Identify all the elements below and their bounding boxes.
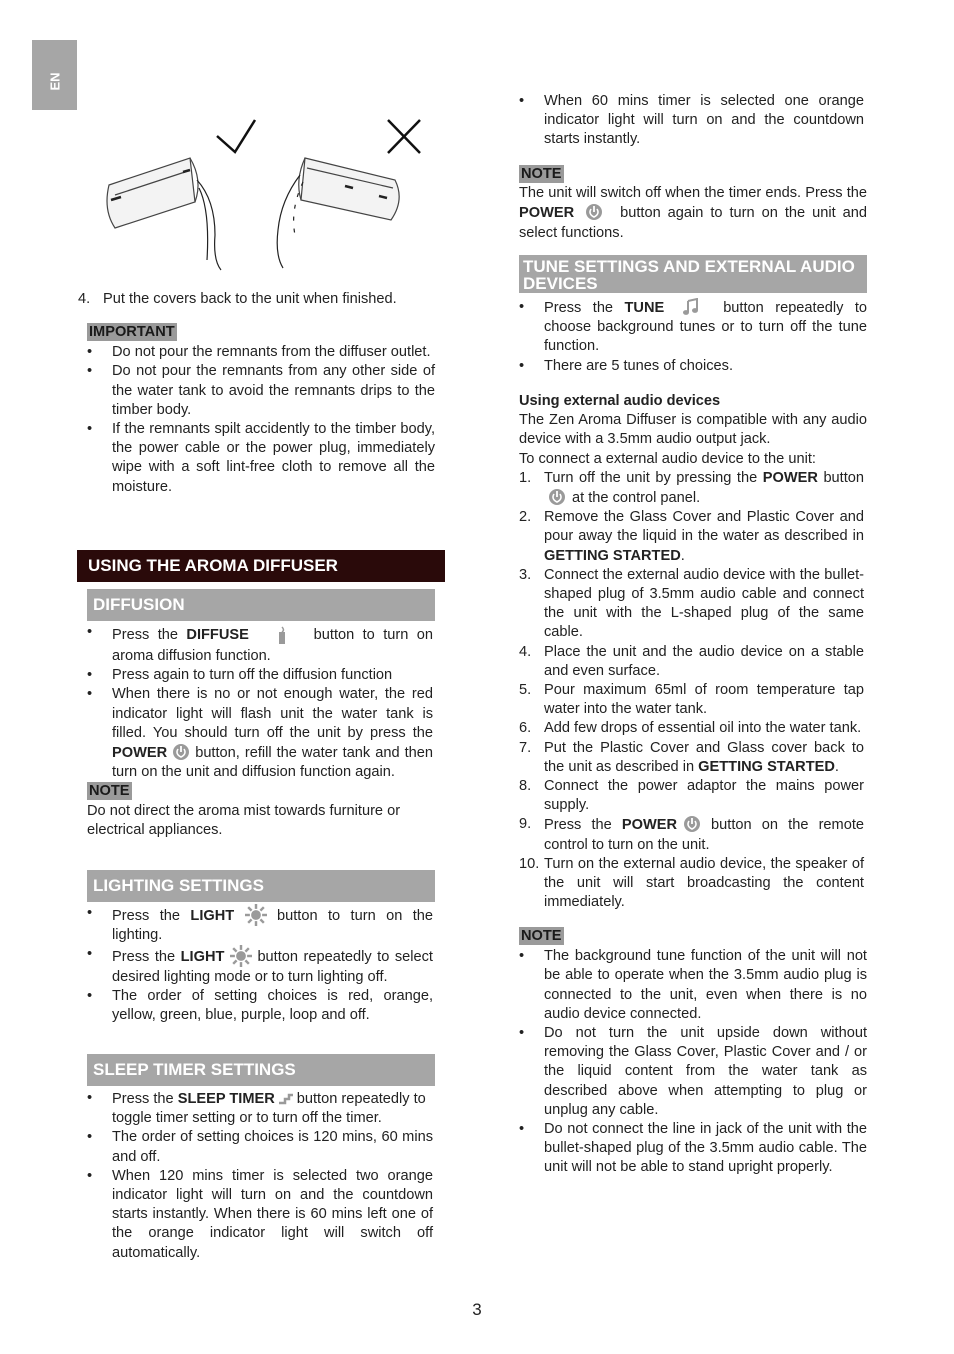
list-item: • Do not turn the unit upside down without removing the Glass Cover, Plastic Cover and / or the liquid content from the water tank as described above when attempting to plug or unplug any cable.	[519, 1024, 867, 1120]
list-item: • Do not pour the remnants from the diffuser outlet.	[87, 343, 435, 362]
external-audio-steps	[519, 469, 864, 913]
list-item: 7. Put the Plastic Cover and Glass cover back to the unit as described in GETTING STARTED.	[519, 739, 864, 775]
power-icon	[683, 815, 701, 833]
list-item: 3. Connect the external audio device with the bullet-shaped plug of 3.5mm audio cable and connect the unit with the L-shaped plug of the same cable.	[519, 566, 864, 641]
diffusion-banner: DIFFUSION	[87, 589, 435, 621]
note-audio-list	[519, 947, 867, 1177]
list-item: • The order of setting choices is 120 mins, 60 mins and off.	[87, 1128, 433, 1166]
step-text: Put the covers back to the unit when finished.	[103, 291, 397, 307]
light-icon	[245, 904, 267, 926]
important-tag: IMPORTANT	[89, 324, 175, 340]
sleep-timer-list	[87, 1089, 433, 1263]
external-audio-heading: Using external audio devices	[519, 393, 721, 409]
power-icon	[548, 488, 566, 506]
list-item: • Press the DIFFUSE button to turn on aroma diffusion function.	[87, 623, 433, 666]
lighting-list	[87, 904, 433, 1025]
diffuser-wrong-icon	[277, 158, 399, 268]
list-item: • Press the SLEEP TIMER button repeatedly to toggle timer setting or to turn off the timer.	[87, 1089, 433, 1128]
external-audio-intro: The Zen Aroma Diffuser is compatible with any audio device with a 3.5mm audio output jack.	[519, 412, 867, 448]
tune-list	[519, 298, 867, 376]
note-tag: NOTE	[521, 166, 562, 182]
list-item: • If the remnants spilt accidently to the timber body, the power cable or the power plug, immediately wipe with a soft lint-free cloth to remove all the moisture.	[87, 420, 435, 497]
lighting-block	[87, 904, 433, 1025]
power-icon	[172, 743, 190, 761]
diffuser-correct-icon	[107, 158, 221, 270]
note-audio-block	[519, 927, 867, 1178]
list-item: 1. Turn off the unit by pressing the POWER buttonat the control panel.	[519, 469, 865, 507]
timer-continued-block	[519, 92, 864, 150]
tune-banner	[519, 255, 867, 293]
music-note-icon	[682, 298, 700, 316]
external-audio-instruction: To connect a external audio device to the unit:	[519, 450, 816, 467]
note-tag: NOTE	[89, 783, 130, 800]
list-item: 9. Press the POWER button on the remote control to turn on the unit.	[519, 816, 864, 853]
tune-title: TUNE SETTINGS AND EXTERNAL AUDIO DEVICES	[523, 257, 855, 293]
sleep-timer-banner: SLEEP TIMER SETTINGS	[87, 1054, 435, 1086]
list-item: • The background tune function of the unit will not be able to operate when the 3.5mm audio plug is connected to the unit, even when there is no audio device connected.	[519, 947, 867, 1024]
tune-block	[519, 298, 867, 376]
external-audio-block	[519, 392, 867, 912]
language-tab-label: EN	[47, 72, 63, 91]
list-item: • There are 5 tunes of choices.	[519, 357, 867, 376]
sleep-timer-block	[87, 1089, 433, 1263]
power-icon	[585, 203, 603, 221]
note-timer-block	[519, 165, 867, 243]
list-item: 4. Place the unit and the audio device on a stable and even surface.	[519, 643, 864, 679]
list-item: • Press the LIGHT button to turn on the lighting.	[87, 904, 433, 945]
list-item: 10. Turn on the external audio device, the speaker of the unit will start broadcasting the content immediately.	[519, 855, 864, 911]
note-text: Do not direct the aroma mist towards furniture or electrical appliances.	[87, 802, 401, 838]
list-item: • Do not pour the remnants from any other side of the water tank to avoid the remnants drips to the timber body.	[87, 362, 435, 420]
step-number: 4.	[78, 291, 91, 307]
list-item: 2. Remove the Glass Cover and Plastic Cover and pour away the liquid in the water as described in GETTING STARTED.	[519, 509, 864, 564]
important-block	[87, 323, 435, 497]
list-item: • When 60 mins timer is selected one orange indicator light will turn on and the countdown starts instantly.	[519, 92, 864, 150]
timer-list	[519, 92, 864, 150]
diffusion-block	[87, 623, 433, 840]
list-item: 8. Connect the power adaptor the mains power supply.	[519, 778, 864, 814]
list-item: • Press again to turn off the diffusion function	[87, 666, 433, 685]
list-item: • The order of setting choices is red, orange, yellow, green, blue, purple, loop and off.	[87, 987, 433, 1025]
important-list	[87, 343, 435, 497]
list-item: • When there is no or not enough water, the red indicator light will flash unit the water tank is filled. You should turn off the unit by press the POWER button, refill the water tank and then turn on the unit and diffusion function again.	[87, 685, 433, 782]
left-column	[78, 290, 438, 309]
sleep-timer-icon	[275, 1089, 297, 1107]
emptying-illustration	[95, 110, 435, 275]
list-item: • Press the TUNE button repeatedly to choose background tunes or to turn off the tune function.	[519, 298, 867, 357]
list-item: • When 120 mins timer is selected two orange indicator light will turn on and the countdown starts instantly. When there is 60 mins left one of the orange indicator light will switch off automatically.	[87, 1167, 433, 1263]
section-title-banner: USING THE AROMA DIFFUSER	[77, 550, 445, 582]
cross-icon	[388, 120, 420, 153]
lighting-banner: LIGHTING SETTINGS	[87, 870, 435, 902]
note-text: The unit will switch off when the timer ends. Press the POWER button again to turn on the unit and select functions.	[519, 185, 867, 241]
list-item: 5. Pour maximum 65ml of room temperature tap water into the water tank.	[519, 682, 864, 718]
step-4	[78, 290, 438, 309]
light-icon	[230, 945, 252, 967]
note-tag: NOTE	[521, 928, 562, 944]
list-item: • Press the LIGHT button repeatedly to select desired lighting mode or to turn lighting off.	[87, 945, 433, 986]
check-icon	[217, 120, 255, 152]
list-item: • Do not connect the line in jack of the unit with the bullet-shaped plug of the 3.5mm audio cable. The unit will not be able to stand upright properly.	[519, 1120, 867, 1178]
page-number: 3	[472, 1300, 482, 1319]
language-tab	[32, 40, 77, 110]
list-item: 6. Add few drops of essential oil into the water tank.	[519, 720, 862, 737]
diffusion-list	[87, 623, 433, 782]
diffuse-icon	[273, 623, 291, 647]
